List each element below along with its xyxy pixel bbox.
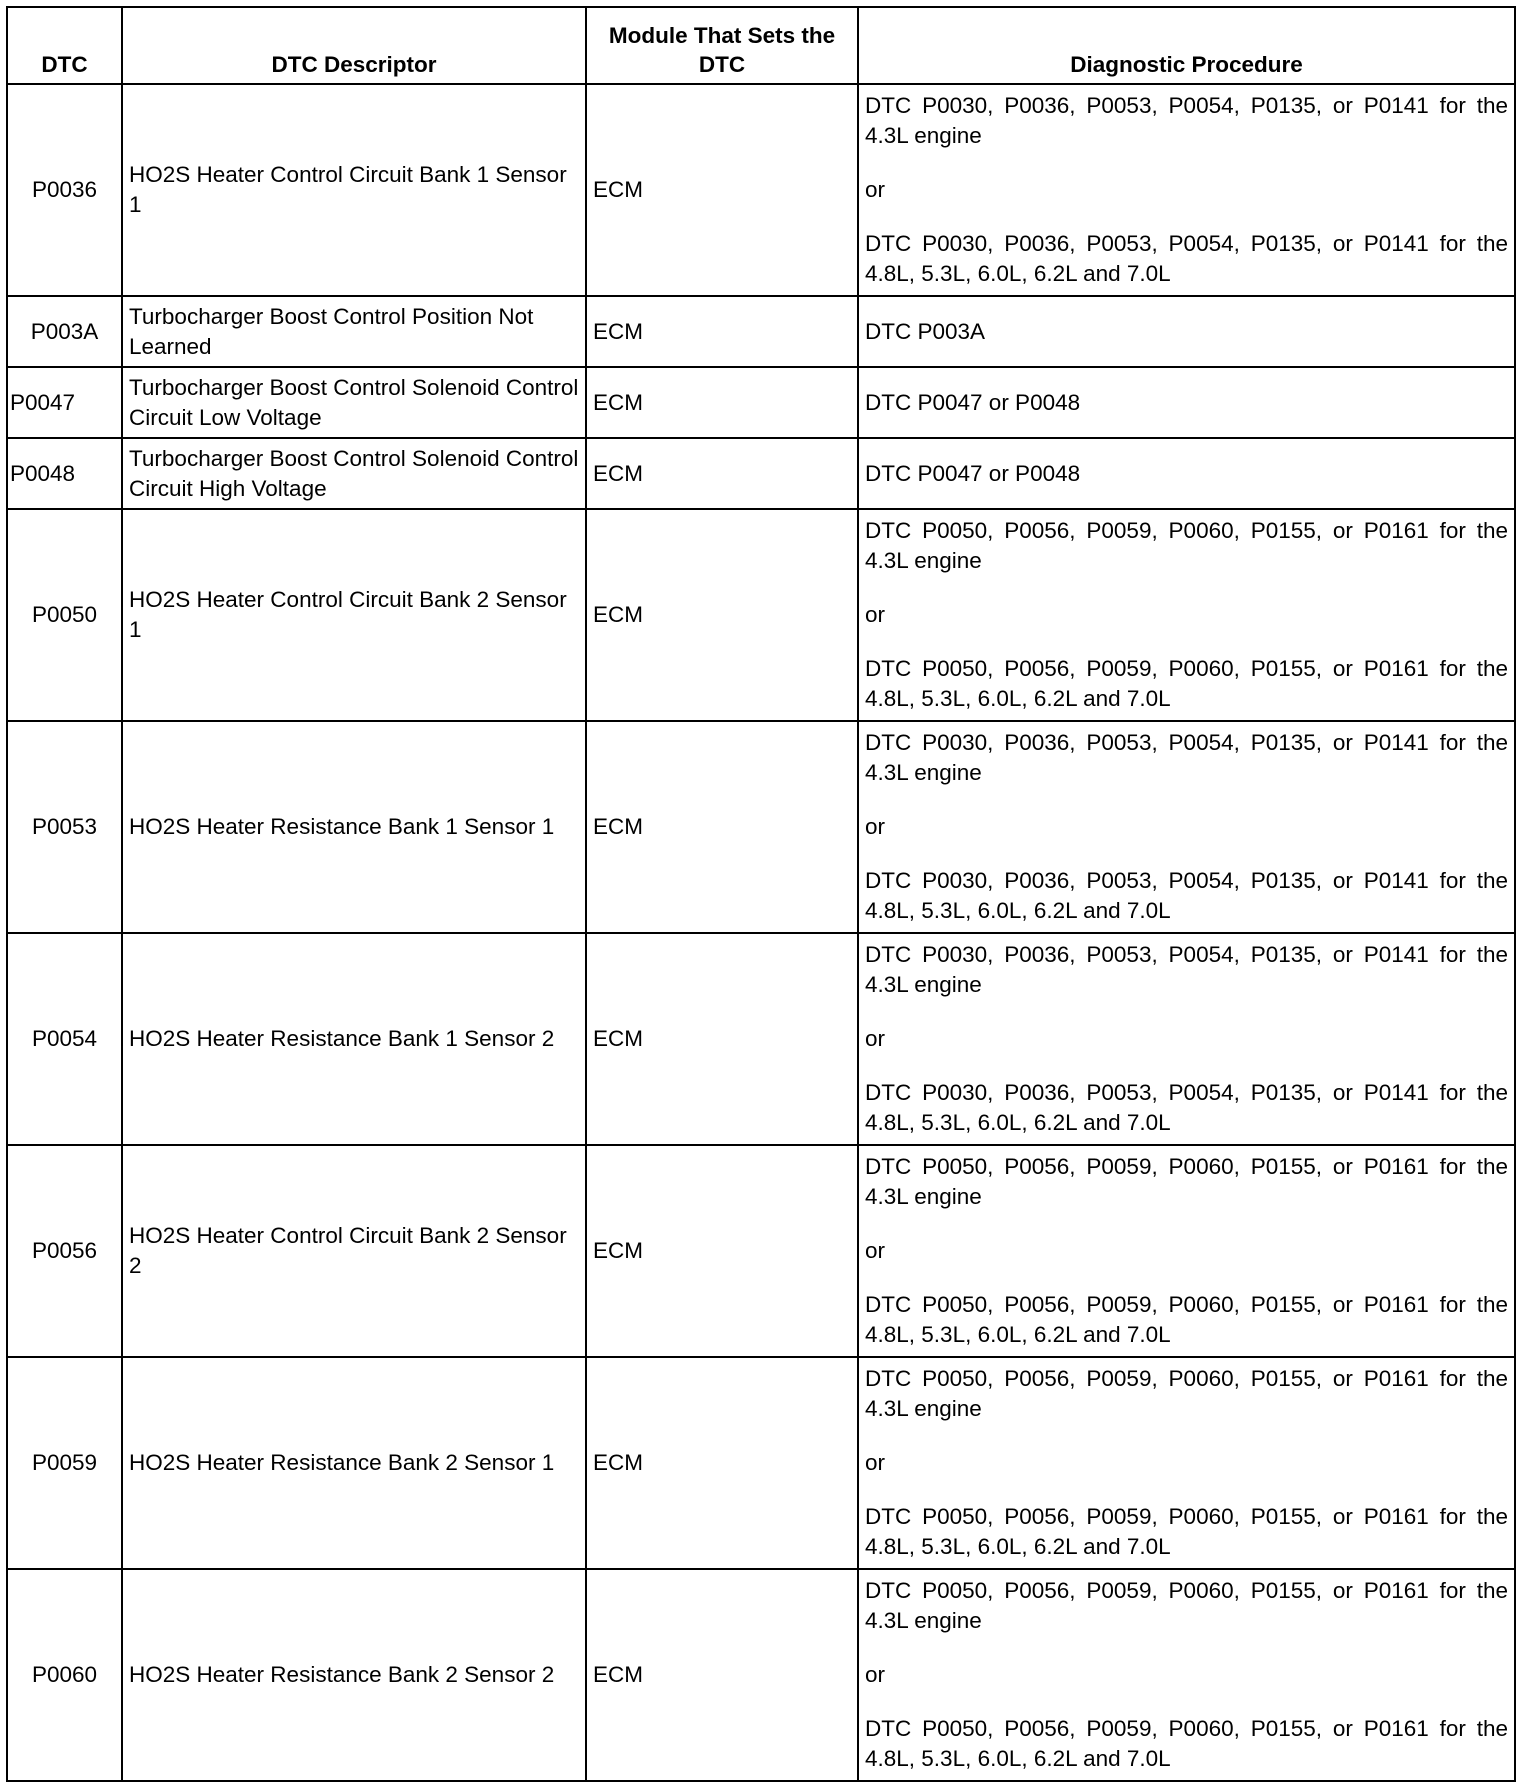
dtc-descriptor: Turbocharger Boost Control Position Not Learned bbox=[122, 296, 586, 367]
dtc-module: ECM bbox=[586, 1145, 858, 1357]
table-row bbox=[7, 438, 1515, 509]
diagnostic-procedure bbox=[858, 84, 1515, 296]
table-body bbox=[7, 84, 1515, 1781]
table-row bbox=[7, 1357, 1515, 1569]
procedure-link-v8[interactable]: DTC P0030, P0036, P0053, P0054, P0135, or P0141 for the 4.8L, 5.3L, 6.0L, 6.2L and 7.0L bbox=[865, 868, 1508, 923]
dtc-code: P003A bbox=[7, 296, 122, 367]
dtc-descriptor: HO2S Heater Control Circuit Bank 2 Sensor 1 bbox=[122, 509, 586, 721]
dtc-code: P0059 bbox=[7, 1357, 122, 1569]
dtc-descriptor: HO2S Heater Resistance Bank 2 Sensor 1 bbox=[122, 1357, 586, 1569]
procedure-link-4-3l[interactable]: DTC P0050, P0056, P0059, P0060, P0155, or P0161 for the 4.3L engine bbox=[865, 1366, 1508, 1421]
dtc-module: ECM bbox=[586, 296, 858, 367]
procedure-link[interactable]: DTC P003A bbox=[865, 318, 986, 344]
procedure-link-4-3l[interactable]: DTC P0030, P0036, P0053, P0054, P0135, or P0141 for the 4.3L engine bbox=[865, 942, 1508, 997]
dtc-module: ECM bbox=[586, 933, 858, 1145]
procedure-link-4-3l[interactable]: DTC P0050, P0056, P0059, P0060, P0155, or P0161 for the 4.3L engine bbox=[865, 1578, 1508, 1633]
procedure-or: or bbox=[865, 177, 886, 202]
dtc-module: ECM bbox=[586, 367, 858, 438]
dtc-code: P0047 bbox=[7, 367, 122, 438]
table-row bbox=[7, 721, 1515, 933]
procedure-or: or bbox=[865, 1238, 886, 1263]
procedure-link-v8[interactable]: DTC P0050, P0056, P0059, P0060, P0155, or P0161 for the 4.8L, 5.3L, 6.0L, 6.2L and 7.0L bbox=[865, 1292, 1508, 1347]
dtc-code: P0054 bbox=[7, 933, 122, 1145]
table-row bbox=[7, 1569, 1515, 1781]
table-row bbox=[7, 933, 1515, 1145]
dtc-code: P0048 bbox=[7, 438, 122, 509]
dtc-code: P0060 bbox=[7, 1569, 122, 1781]
header-row bbox=[7, 7, 1515, 84]
procedure-or: or bbox=[865, 1026, 886, 1051]
diagnostic-procedure bbox=[858, 933, 1515, 1145]
table-header bbox=[7, 7, 1515, 84]
dtc-module: ECM bbox=[586, 1569, 858, 1781]
dtc-module: ECM bbox=[586, 509, 858, 721]
dtc-module: ECM bbox=[586, 1357, 858, 1569]
dtc-code: P0056 bbox=[7, 1145, 122, 1357]
procedure-link-v8[interactable]: DTC P0030, P0036, P0053, P0054, P0135, or P0141 for the 4.8L, 5.3L, 6.0L, 6.2L and 7.0L bbox=[865, 231, 1508, 286]
diagnostic-procedure bbox=[858, 296, 1515, 367]
diagnostic-procedure bbox=[858, 438, 1515, 509]
procedure-link[interactable]: DTC P0047 or P0048 bbox=[865, 389, 1081, 415]
table-row bbox=[7, 509, 1515, 721]
table-row bbox=[7, 1145, 1515, 1357]
procedure-or: or bbox=[865, 602, 886, 627]
procedure-or: or bbox=[865, 1662, 886, 1687]
procedure-or: or bbox=[865, 1450, 886, 1475]
dtc-descriptor: HO2S Heater Resistance Bank 2 Sensor 2 bbox=[122, 1569, 586, 1781]
dtc-table-sheet bbox=[6, 6, 1516, 1782]
table-row bbox=[7, 296, 1515, 367]
dtc-module: ECM bbox=[586, 438, 858, 509]
procedure-link-4-3l[interactable]: DTC P0030, P0036, P0053, P0054, P0135, or P0141 for the 4.3L engine bbox=[865, 730, 1508, 785]
procedure-link-4-3l[interactable]: DTC P0050, P0056, P0059, P0060, P0155, or P0161 for the 4.3L engine bbox=[865, 518, 1508, 573]
procedure-link-v8[interactable]: DTC P0050, P0056, P0059, P0060, P0155, or P0161 for the 4.8L, 5.3L, 6.0L, 6.2L and 7.0L bbox=[865, 1504, 1508, 1559]
procedure-link-v8[interactable]: DTC P0050, P0056, P0059, P0060, P0155, or P0161 for the 4.8L, 5.3L, 6.0L, 6.2L and 7.0L bbox=[865, 1716, 1508, 1771]
procedure-link-v8[interactable]: DTC P0030, P0036, P0053, P0054, P0135, or P0141 for the 4.8L, 5.3L, 6.0L, 6.2L and 7.0L bbox=[865, 1080, 1508, 1135]
table-row bbox=[7, 367, 1515, 438]
dtc-table bbox=[6, 6, 1516, 1782]
header-procedure: Diagnostic Procedure bbox=[858, 7, 1515, 84]
header-dtc: DTC bbox=[7, 7, 122, 84]
diagnostic-procedure bbox=[858, 367, 1515, 438]
procedure-link[interactable]: DTC P0047 or P0048 bbox=[865, 460, 1081, 486]
dtc-descriptor: Turbocharger Boost Control Solenoid Control Circuit High Voltage bbox=[122, 438, 586, 509]
diagnostic-procedure bbox=[858, 1357, 1515, 1569]
diagnostic-procedure bbox=[858, 1145, 1515, 1357]
diagnostic-procedure bbox=[858, 721, 1515, 933]
dtc-module: ECM bbox=[586, 721, 858, 933]
dtc-descriptor: HO2S Heater Control Circuit Bank 1 Sensor 1 bbox=[122, 84, 586, 296]
header-module: Module That Sets the DTC bbox=[586, 7, 858, 84]
dtc-descriptor: Turbocharger Boost Control Solenoid Control Circuit Low Voltage bbox=[122, 367, 586, 438]
dtc-code: P0050 bbox=[7, 509, 122, 721]
procedure-link-4-3l[interactable]: DTC P0050, P0056, P0059, P0060, P0155, or P0161 for the 4.3L engine bbox=[865, 1154, 1508, 1209]
dtc-descriptor: HO2S Heater Control Circuit Bank 2 Sensor 2 bbox=[122, 1145, 586, 1357]
dtc-module: ECM bbox=[586, 84, 858, 296]
table-row bbox=[7, 84, 1515, 296]
diagnostic-procedure bbox=[858, 1569, 1515, 1781]
procedure-or: or bbox=[865, 814, 886, 839]
procedure-link-v8[interactable]: DTC P0050, P0056, P0059, P0060, P0155, or P0161 for the 4.8L, 5.3L, 6.0L, 6.2L and 7.0L bbox=[865, 656, 1508, 711]
procedure-link-4-3l[interactable]: DTC P0030, P0036, P0053, P0054, P0135, or P0141 for the 4.3L engine bbox=[865, 93, 1508, 148]
dtc-descriptor: HO2S Heater Resistance Bank 1 Sensor 1 bbox=[122, 721, 586, 933]
dtc-code: P0053 bbox=[7, 721, 122, 933]
diagnostic-procedure bbox=[858, 509, 1515, 721]
dtc-code: P0036 bbox=[7, 84, 122, 296]
header-descriptor: DTC Descriptor bbox=[122, 7, 586, 84]
dtc-descriptor: HO2S Heater Resistance Bank 1 Sensor 2 bbox=[122, 933, 586, 1145]
